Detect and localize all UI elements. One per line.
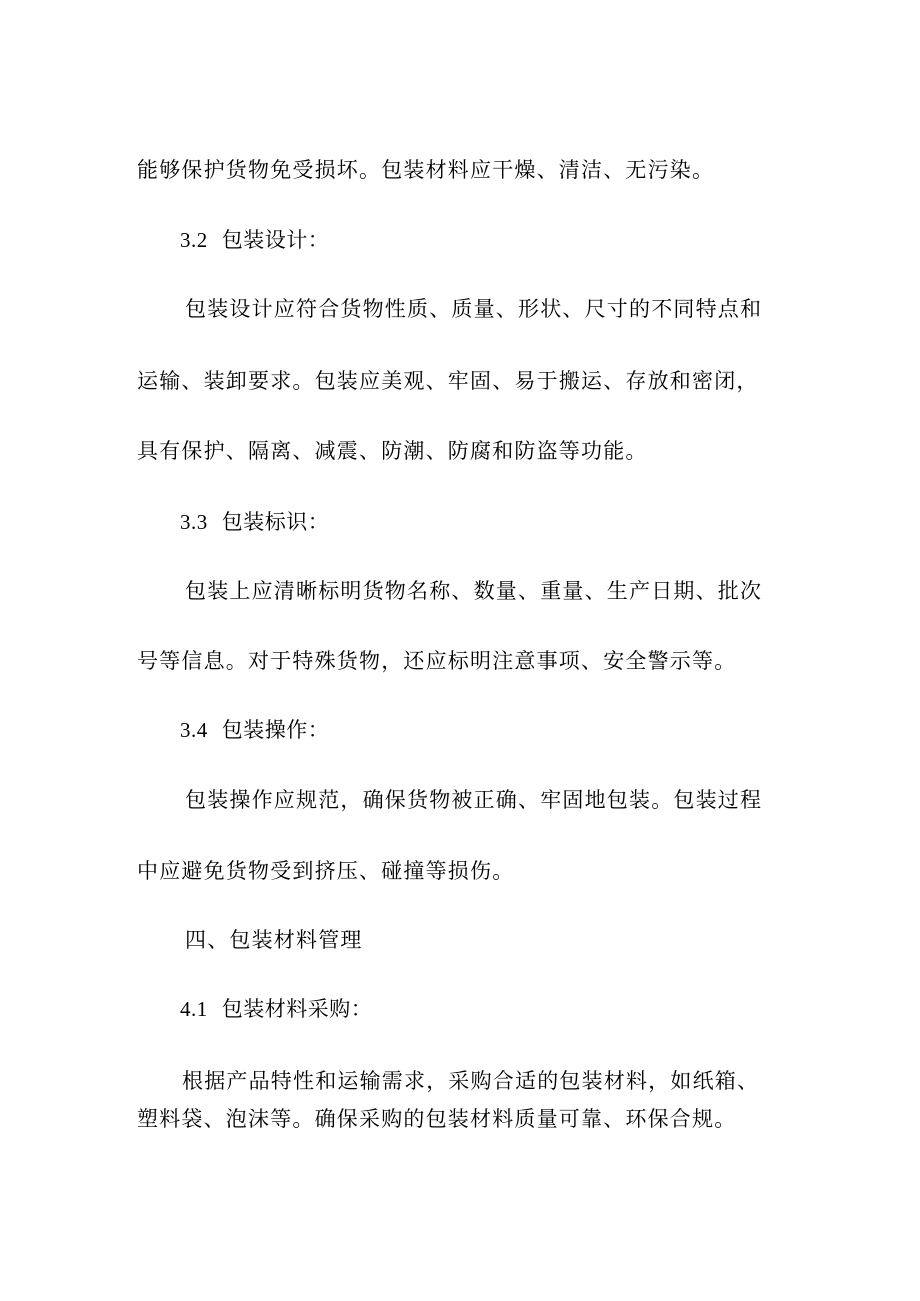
paragraph-line: 包装上应清晰标明货物名称、数量、重量、生产日期、批次	[185, 579, 763, 603]
section-title: 包装材料采购：	[221, 997, 373, 1021]
paragraph-line: 具有保护、隔离、减震、防潮、防腐和防盗等功能。	[137, 439, 648, 463]
section-heading-3-3	[180, 507, 840, 537]
section-title: 包装操作：	[221, 718, 330, 742]
section-number: 3.2	[180, 228, 208, 252]
chapter-heading: 四、包装材料管理	[185, 928, 363, 952]
paragraph-line: 塑料袋、泡沫等。确保采购的包装材料质量可靠、环保合规。	[137, 1107, 737, 1131]
paragraph-line: 能够保护货物免受损坏。包装材料应干燥、清洁、无污染。	[137, 158, 715, 182]
section-title: 包装设计：	[221, 228, 330, 252]
paragraph-line: 包装设计应符合货物性质、质量、形状、尺寸的不同特点和	[185, 297, 763, 321]
paragraph-line: 号等信息。对于特殊货物，还应标明注意事项、安全警示等。	[137, 649, 737, 673]
paragraph-line: 根据产品特性和运输需求，采购合适的包装材料，如纸箱、	[182, 1069, 760, 1093]
paragraph-line: 运输、装卸要求。包装应美观、牢固、易于搬运、存放和密闭，	[137, 369, 759, 393]
paragraph-line: 包装操作应规范，确保货物被正确、牢固地包装。包装过程	[185, 788, 763, 812]
section-heading-3-4	[180, 715, 840, 745]
section-number: 3.3	[180, 510, 208, 534]
section-title: 包装标识：	[221, 510, 330, 534]
section-number: 3.4	[180, 718, 208, 742]
section-heading-4-1	[180, 994, 840, 1024]
section-number: 4.1	[180, 997, 208, 1021]
paragraph-line: 中应避免货物受到挤压、碰撞等损伤。	[137, 859, 515, 883]
section-heading-3-2	[180, 225, 840, 255]
